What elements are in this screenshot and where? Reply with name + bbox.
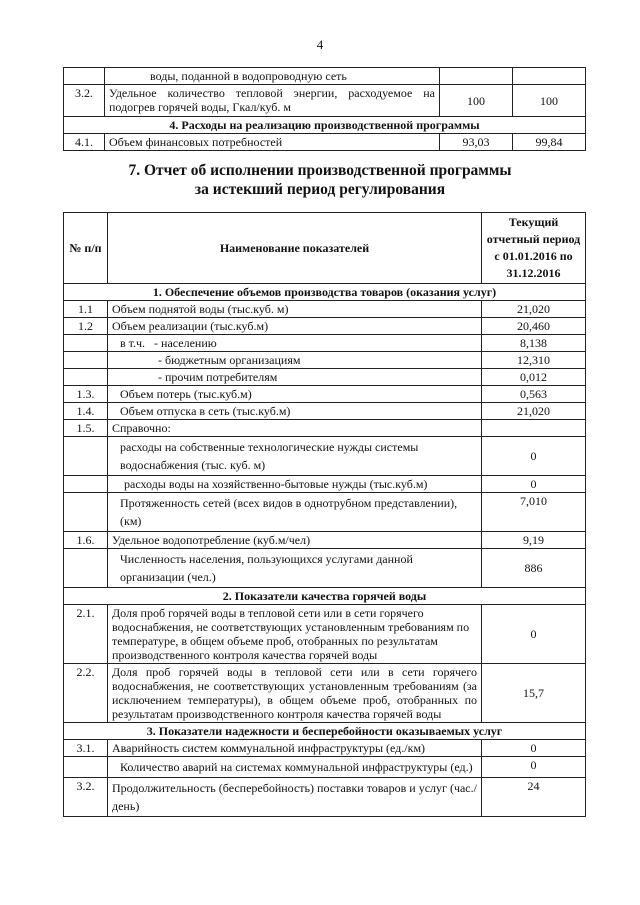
section-title: 1. Обеспечение объемов производства товаров (оказания услуг) (64, 284, 586, 301)
table-row (64, 605, 586, 664)
section-row (64, 284, 586, 301)
row-name: Аварийность систем коммунальной инфраструктуры (ед./км) (108, 740, 482, 757)
table-row (64, 549, 586, 588)
section-title: 3. Показатели надежности и бесперебойности оказываемых услуг (64, 723, 586, 740)
row-num: 2.2. (64, 664, 108, 723)
table-row (64, 318, 586, 335)
row-value: 886 (482, 549, 586, 588)
section-heading (0, 161, 640, 199)
row-name: Объем реализации (тыс.куб.м) (108, 318, 482, 335)
row-value: 9,19 (482, 532, 586, 549)
row-value: 0 (482, 757, 586, 778)
row-num (64, 493, 108, 532)
table-row (64, 403, 586, 420)
section-row (64, 588, 586, 605)
row-num: 3.2. (64, 85, 105, 117)
row-num (64, 549, 108, 588)
row-name: Объем поднятой воды (тыс.куб. м) (108, 301, 482, 318)
heading-line-1: 7. Отчет об исполнении производственной программы (128, 162, 512, 179)
row-num (64, 352, 108, 369)
row-value: 15,7 (482, 664, 586, 723)
row-value: 21,020 (482, 301, 586, 318)
row-value: 0,012 (482, 369, 586, 386)
table-row (64, 68, 586, 85)
row-name: Протяженность сетей (всех видов в однотрубном представлении), (км) (108, 493, 482, 532)
row-value: 0 (482, 476, 586, 493)
table-row (64, 493, 586, 532)
table-header (64, 213, 586, 284)
table-row (64, 335, 586, 352)
row-name: - бюджетным организациям (108, 352, 482, 369)
row-value-2: 99,84 (513, 134, 586, 151)
table-row (64, 757, 586, 778)
row-name: расходы на собственные технологические нужды системы водоснабжения (тыс. куб. м) (108, 437, 482, 476)
table-row (64, 778, 586, 817)
row-name: воды, поданной в водопроводную сеть (105, 68, 440, 85)
row-name: Удельное водопотребление (куб.м/чел) (108, 532, 482, 549)
row-num: 1.3. (64, 386, 108, 403)
row-value: 20,460 (482, 318, 586, 335)
row-num: 1.4. (64, 403, 108, 420)
row-num: 1.2 (64, 318, 108, 335)
row-name: Объем потерь (тыс.куб.м) (108, 386, 482, 403)
row-num: 1.5. (64, 420, 108, 437)
row-num: 1.6. (64, 532, 108, 549)
row-value-1 (440, 68, 513, 85)
row-name: Доля проб горячей воды в тепловой сети или в сети горячего водоснабжения, не соответствующих установленным требованиям по температуре, в общем объеме проб, отобранных по результатам производственного контроля качества горячей воды (108, 605, 482, 664)
row-num: 3.2. (64, 778, 108, 817)
row-value: 0 (482, 437, 586, 476)
table-row (64, 476, 586, 493)
row-num (64, 476, 108, 493)
header-num: № п/п (64, 213, 108, 284)
row-name: - прочим потребителям (108, 369, 482, 386)
row-name: Численность населения, пользующихся услугами данной организации (чел.) (108, 549, 482, 588)
table-row (64, 664, 586, 723)
row-value-2: 100 (513, 85, 586, 117)
row-num (64, 437, 108, 476)
row-name: Объем отпуска в сеть (тыс.куб.м) (108, 403, 482, 420)
row-num (64, 757, 108, 778)
table-row (64, 532, 586, 549)
row-num: 2.1. (64, 605, 108, 664)
table-row (64, 386, 586, 403)
table-row (64, 740, 586, 757)
row-num (64, 369, 108, 386)
table-row (64, 301, 586, 318)
row-value-2 (513, 68, 586, 85)
row-value-1: 100 (440, 85, 513, 117)
table-row (64, 85, 586, 117)
row-name: в т.ч. - населению (108, 335, 482, 352)
table-row (64, 420, 586, 437)
row-name: Справочно: (108, 420, 482, 437)
row-value: 24 (482, 778, 586, 817)
section-title: 4. Расходы на реализацию производственной программы (64, 117, 586, 134)
row-num: 3.1. (64, 740, 108, 757)
row-name: Продолжительность (бесперебойность) поставки товаров и услуг (час./день) (108, 778, 482, 817)
row-value: 8,138 (482, 335, 586, 352)
row-value: 0,563 (482, 386, 586, 403)
header-period: Текущий отчетный период с 01.01.2016 по 31.12.2016 (482, 213, 586, 284)
table-row (64, 352, 586, 369)
row-name: Объем финансовых потребностей (105, 134, 440, 151)
row-value-1: 93,03 (440, 134, 513, 151)
row-num (64, 335, 108, 352)
section-row (64, 117, 586, 134)
report-table (63, 212, 586, 817)
row-num: 1.1 (64, 301, 108, 318)
row-value: 0 (482, 605, 586, 664)
heading-line-2: за истекший период регулирования (194, 181, 446, 198)
row-num: 4.1. (64, 134, 105, 151)
table-row (64, 369, 586, 386)
row-value: 12,310 (482, 352, 586, 369)
table-row (64, 134, 586, 151)
row-value: 7,010 (482, 493, 586, 532)
row-name: Количество аварий на системах коммунальной инфраструктуры (ед.) (108, 757, 482, 778)
table-row (64, 437, 586, 476)
row-value: 21,020 (482, 403, 586, 420)
header-name: Наименование показателей (108, 213, 482, 284)
section-title: 2. Показатели качества горячей воды (64, 588, 586, 605)
row-num (64, 68, 105, 85)
section-row (64, 723, 586, 740)
continuation-table (63, 67, 586, 151)
row-name: расходы воды на хозяйственно-бытовые нужды (тыс.куб.м) (108, 476, 482, 493)
page-number: 4 (316, 37, 324, 52)
row-value: 0 (482, 740, 586, 757)
row-name: Доля проб горячей воды в тепловой сети или в сети горячего водоснабжения, не соответствующих установленным требованиям (за исключением температуры), в общем объеме проб, отобранных по результатам производственного контроля качества горячей воды (108, 664, 482, 723)
row-name: Удельное количество тепловой энергии, расходуемое на подогрев горячей воды, Гкал/куб. м (105, 85, 440, 117)
row-value (482, 420, 586, 437)
